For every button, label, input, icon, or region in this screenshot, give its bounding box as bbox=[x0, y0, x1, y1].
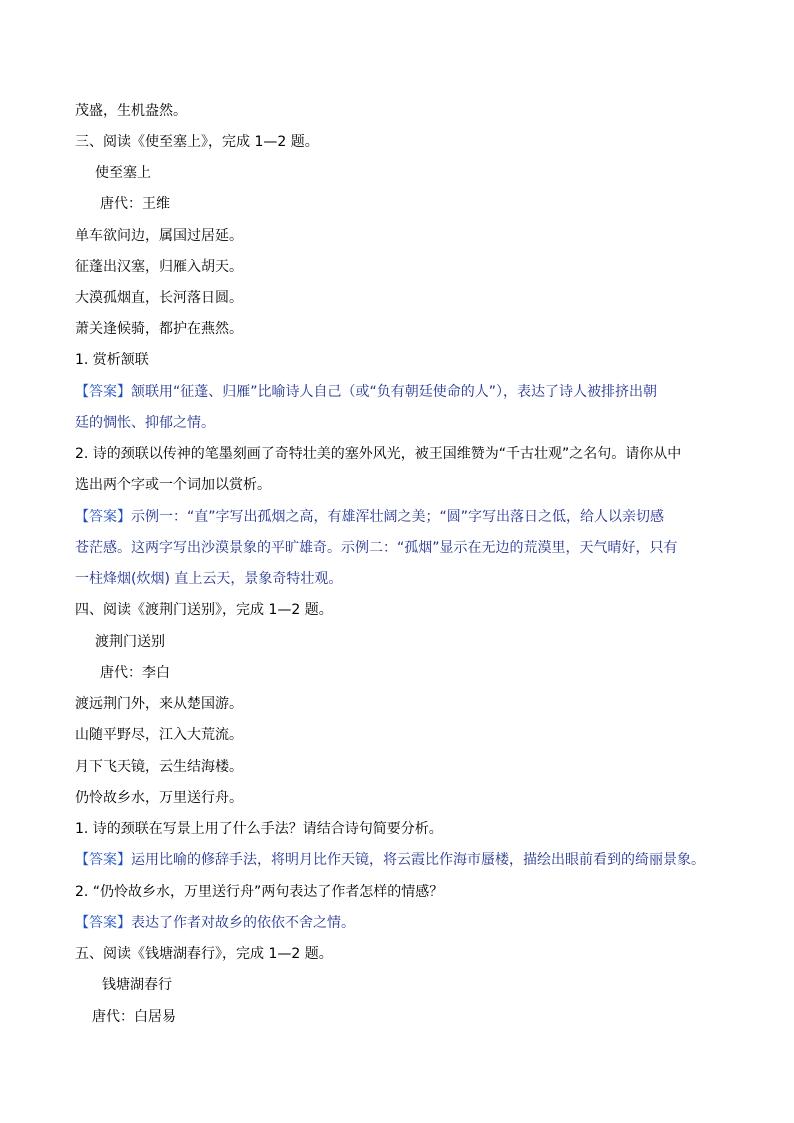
answer-text: 颔联用“征蓬、归雁”比喻诗人自己（或“负有朝廷使命的人”），表达了诗人被排挤出朝 bbox=[131, 384, 658, 400]
question: 2. 诗的颈联以传神的笔墨刻画了奇特壮美的塞外风光，被王国维赞为“千古壮观”之名句。请你从中 bbox=[75, 446, 682, 462]
question: 选出两个字或一个词加以赏析。 bbox=[75, 477, 271, 493]
poem-author: 唐代：王维 bbox=[100, 196, 170, 212]
answer-text: 廷的惆怅、抑郁之情。 bbox=[75, 415, 215, 431]
answer-text: 苍茫感。这两字写出沙漠景象的平旷雄奇。示例二：“孤烟”显示在无边的荒漠里，天气晴好，只有 bbox=[75, 540, 678, 556]
poem-author: 唐代：白居易 bbox=[92, 1009, 176, 1025]
poem-line: 山随平野尽，江入大荒流。 bbox=[75, 727, 243, 743]
poem-line: 大漠孤烟直，长河落日圆。 bbox=[75, 290, 243, 306]
answer-text: 运用比喻的修辞手法，将明月比作天镜，将云霞比作海市蜃楼，描绘出眼前看到的绮丽景象。 bbox=[131, 852, 705, 868]
question: 1. 赏析颔联 bbox=[75, 352, 149, 368]
poem-line: 征蓬出汉塞，归雁入胡天。 bbox=[75, 259, 243, 275]
answer bbox=[75, 507, 664, 527]
poem-title: 钱塘湖春行 bbox=[102, 977, 172, 993]
poem-line: 单车欲问边，属国过居延。 bbox=[75, 228, 243, 244]
answer bbox=[75, 850, 705, 870]
poem-title: 使至塞上 bbox=[95, 165, 151, 181]
answer-text: 示例一：“直”字写出孤烟之高，有雄浑壮阔之美；“圆”字写出落日之低，给人以亲切感 bbox=[131, 509, 665, 525]
answer-label: 【答案】 bbox=[75, 852, 131, 868]
section-heading: 三、阅读《使至塞上》，完成 1—2 题。 bbox=[75, 134, 319, 150]
poem-line: 仍怜故乡水，万里送行舟。 bbox=[75, 790, 243, 806]
answer-text: 表达了作者对故乡的依依不舍之情。 bbox=[131, 915, 355, 931]
poem-title: 渡荆门送别 bbox=[95, 634, 165, 650]
poem-author: 唐代：李白 bbox=[100, 665, 170, 681]
answer-label: 【答案】 bbox=[75, 509, 131, 525]
answer-label: 【答案】 bbox=[75, 915, 131, 931]
poem-line: 萧关逢候骑，都护在燕然。 bbox=[75, 321, 243, 337]
section-heading: 五、阅读《钱塘湖春行》，完成 1—2 题。 bbox=[75, 946, 333, 962]
answer bbox=[75, 913, 355, 933]
poem-line: 月下飞天镜，云生结海楼。 bbox=[75, 759, 243, 775]
answer bbox=[75, 382, 657, 402]
question: 2. “仍怜故乡水，万里送行舟”两句表达了作者怎样的情感？ bbox=[75, 884, 444, 900]
answer-text: 一柱烽烟(炊烟) 直上云天，景象奇特壮观。 bbox=[75, 571, 343, 587]
answer-label: 【答案】 bbox=[75, 384, 131, 400]
question: 1. 诗的颈联在写景上用了什么手法？请结合诗句简要分析。 bbox=[75, 821, 443, 837]
text-line: 茂盛，生机盎然。 bbox=[75, 103, 187, 119]
poem-line: 渡远荆门外，来从楚国游。 bbox=[75, 696, 243, 712]
section-heading: 四、阅读《渡荆门送别》，完成 1—2 题。 bbox=[75, 602, 333, 618]
